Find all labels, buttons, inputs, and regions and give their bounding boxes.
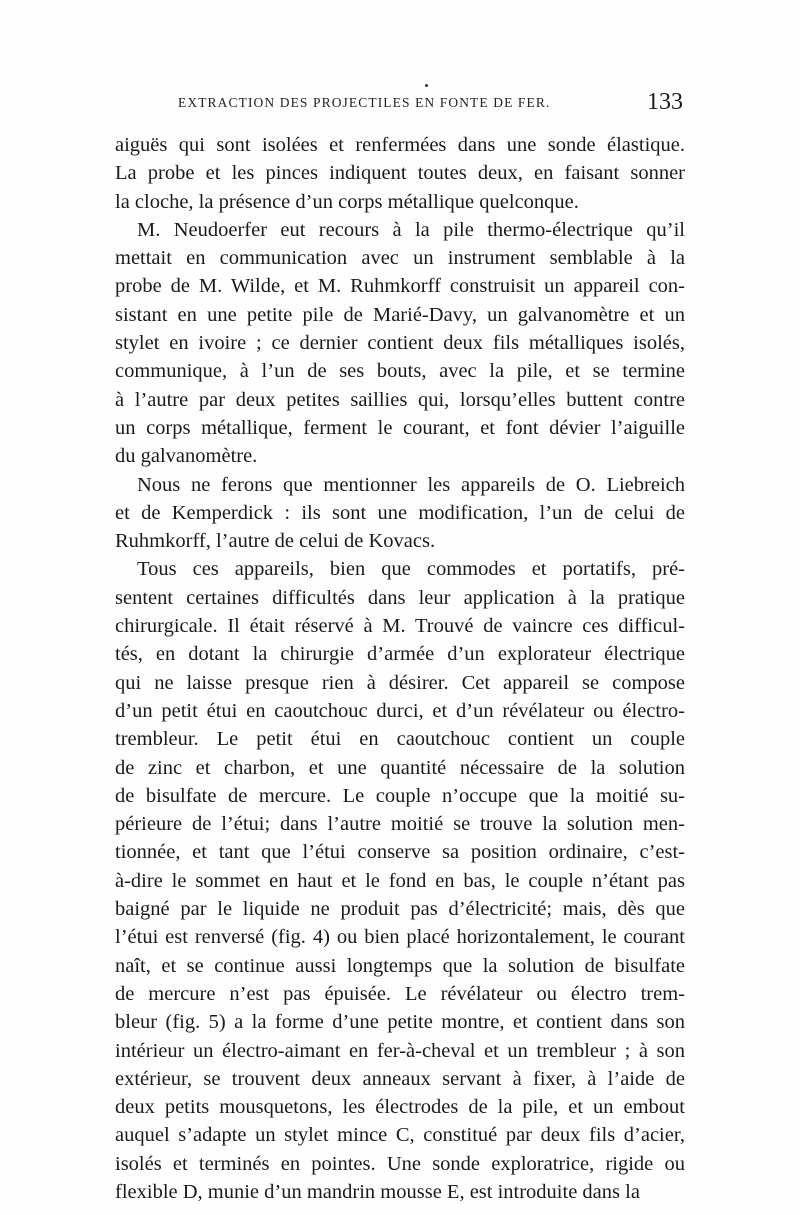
text-line: bleur (fig. 5) a la forme d’une petite montre, et contient dans son — [115, 1011, 685, 1034]
body-text — [115, 131, 685, 1206]
text-line: isolés et terminés en pointes. Une sonde exploratrice, rigide ou — [115, 1152, 685, 1175]
text-line: et de Kemperdick : ils sont une modification, l’un de celui de — [115, 501, 685, 524]
text-line: Nous ne ferons que mentionner les appareils de O. Liebreich — [137, 473, 685, 496]
text-line: de mercure n’est pas épuisée. Le révélateur ou électro trem- — [115, 982, 685, 1005]
text-line: flexible D, munie d’un mandrin mousse E, est introduite dans la — [115, 1180, 640, 1203]
text-line: naît, et se continue aussi longtemps que la solution de bisulfate — [115, 954, 685, 977]
text-line: à-dire le sommet en haut et le fond en bas, le couple n’étant pas — [115, 869, 685, 892]
text-line: Tous ces appareils, bien que commodes et portatifs, pré- — [137, 558, 685, 581]
text-line: du galvanomètre. — [115, 445, 258, 468]
text-line: M. Neudoerfer eut recours à la pile thermo-électrique qu’il — [137, 218, 685, 241]
text-line: sistant en une petite pile de Marié-Davy, un galvanomètre et un — [115, 303, 685, 326]
text-line: communique, à l’un de ses bouts, avec la pile, et se termine — [115, 360, 685, 383]
text-line: un corps métallique, ferment le courant, et font dévier l’aiguille — [115, 416, 685, 439]
text-line: l’étui est renversé (fig. 4) ou bien placé horizontalement, le courant — [115, 926, 685, 949]
text-line: Ruhmkorff, l’autre de celui de Kovacs. — [115, 530, 436, 553]
text-line: probe de M. Wilde, et M. Ruhmkorff construisit un appareil con- — [115, 275, 685, 298]
text-line: de bisulfate de mercure. Le couple n’occupe que la moitié su- — [115, 784, 685, 807]
text-line: de zinc et charbon, et une quantité nécessaire de la solution — [115, 756, 685, 779]
text-line: chirurgicale. Il était réservé à M. Trouvé de vaincre ces difficul- — [115, 615, 685, 638]
text-line: d’un petit étui en caoutchouc durci, et d’un révélateur ou électro- — [115, 699, 685, 722]
text-line: tés, en dotant la chirurgie d’armée d’un explorateur électrique — [115, 643, 685, 666]
text-line: intérieur un électro-aimant en fer-à-cheval et un trembleur ; à son — [115, 1039, 685, 1062]
text-line: mettait en communication avec un instrument semblable à la — [115, 247, 685, 270]
printer-mark — [425, 84, 428, 87]
text-line: périeure de l’étui; dans l’autre moitié se trouve la solution men- — [115, 813, 685, 836]
text-line: deux petits mousquetons, les électrodes de la pile, et un embout — [115, 1096, 685, 1119]
text-line: tionnée, et tant que l’étui conserve sa position ordinaire, c’est- — [115, 841, 685, 864]
text-line: qui ne laisse presque rien à désirer. Cet appareil se compose — [115, 671, 685, 694]
running-header — [178, 89, 683, 119]
running-title: EXTRACTION DES PROJECTILES EN FONTE DE FER. — [178, 95, 551, 110]
page-number: 133 — [647, 89, 683, 115]
text-line: La probe et les pinces indiquent toutes deux, en faisant sonner — [115, 162, 685, 185]
text-line: baigné par le liquide ne produit pas d’électricité; mais, dès que — [115, 898, 685, 921]
text-line: aiguës qui sont isolées et renfermées dans une sonde élastique. — [115, 134, 685, 156]
text-line: extérieur, se trouvent deux anneaux servant à fixer, à l’aide de — [115, 1067, 685, 1090]
text-line: à l’autre par deux petites saillies qui, lorsqu’elles buttent contre — [115, 388, 685, 411]
text-line: la cloche, la présence d’un corps métallique quelconque. — [115, 190, 579, 213]
text-line: sentent certaines difficultés dans leur application à la pratique — [115, 586, 685, 609]
text-line: auquel s’adapte un stylet mince C, constitué par deux fils d’acier, — [115, 1124, 685, 1147]
text-line: stylet en ivoire ; ce dernier contient deux fils métalliques isolés, — [115, 332, 685, 355]
text-line: trembleur. Le petit étui en caoutchouc contient un couple — [115, 728, 685, 751]
